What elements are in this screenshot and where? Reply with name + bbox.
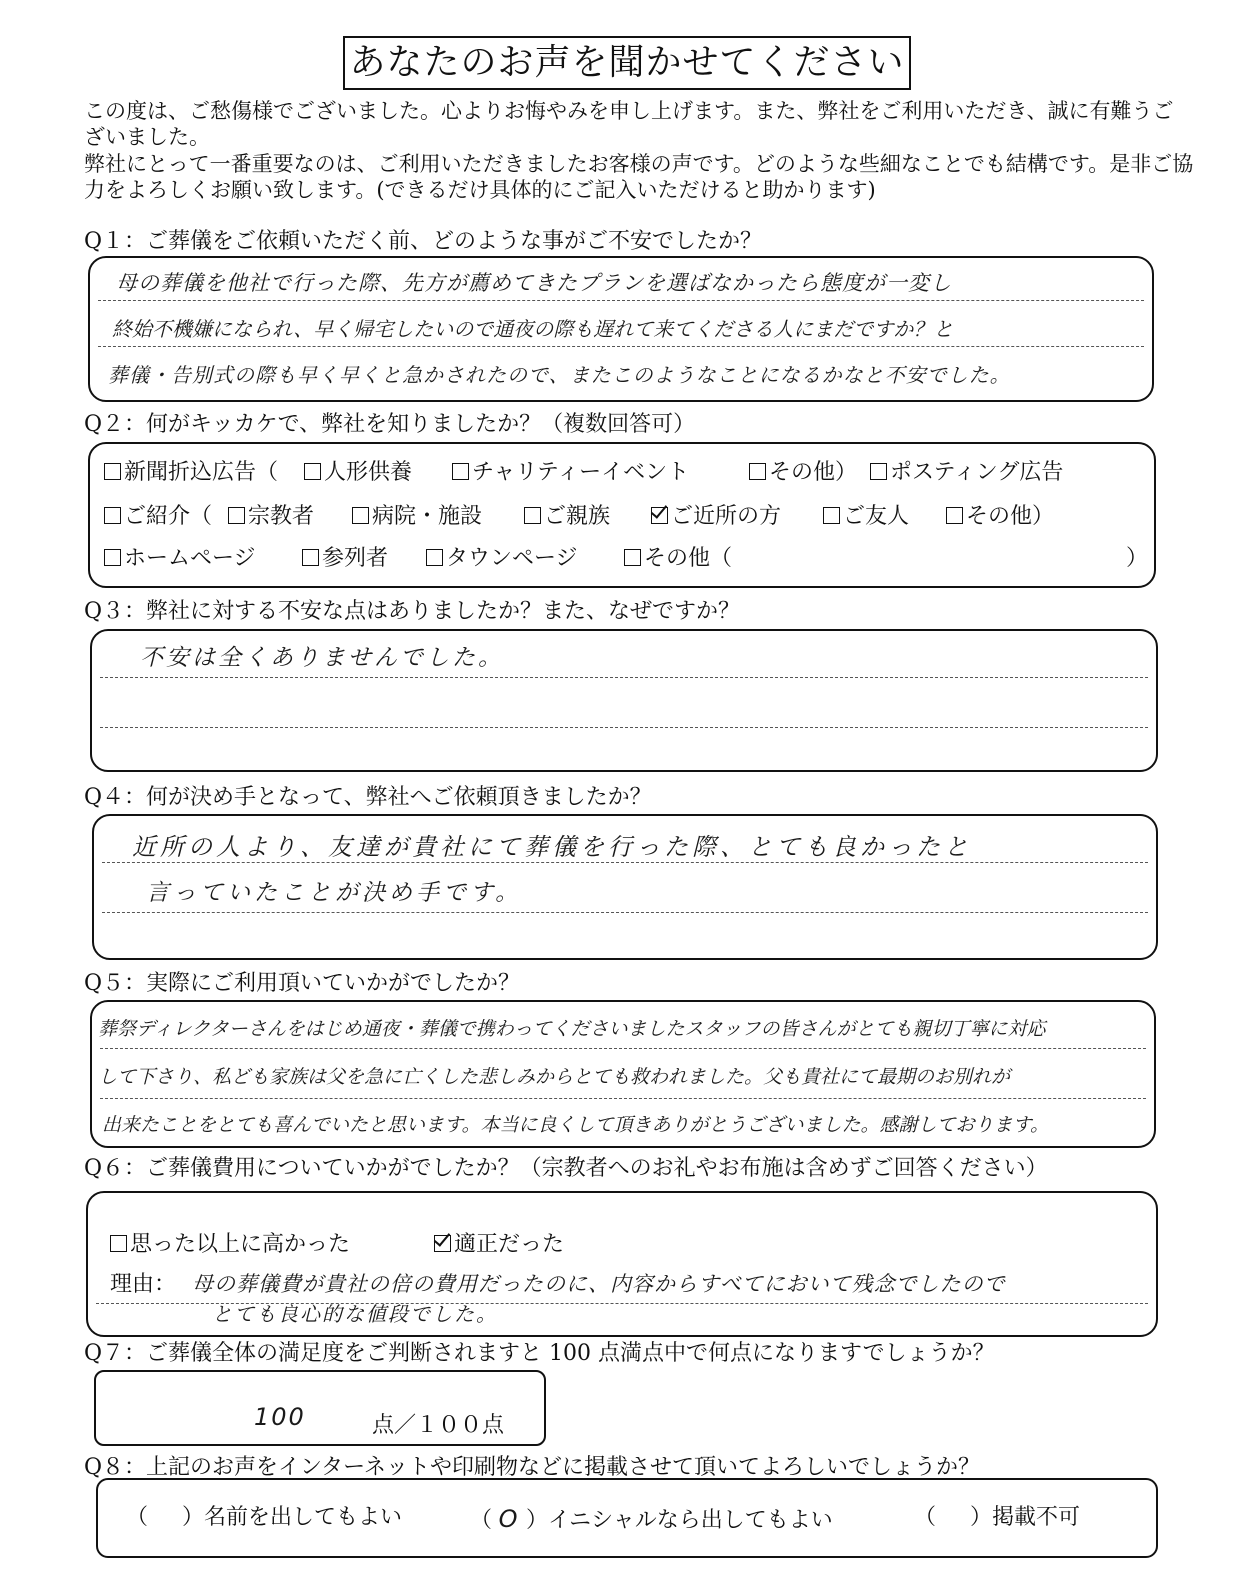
option-friends[interactable]: ご友人	[823, 503, 909, 531]
option-initials-ok[interactable]: （ O ）イニシャルなら出してもよい	[470, 1505, 833, 1533]
checkbox-checked[interactable]	[651, 507, 668, 524]
option-attendee[interactable]: 参列者	[302, 545, 388, 573]
q4-question: Q４：何が決め手となって、弊社へご依頼頂きましたか？	[84, 785, 652, 810]
paren-open: （	[126, 1505, 149, 1530]
handwritten-answer-line: 母の葬儀を他社で行った際、先方が薦めてきたプランを選ばなかったら態度が一変し	[116, 271, 952, 295]
checkbox[interactable]	[110, 1235, 127, 1252]
option-posting-ad[interactable]: ポスティング広告	[870, 459, 1063, 487]
paren-close: ）	[182, 1505, 205, 1530]
option-religious[interactable]: 宗教者	[228, 503, 314, 531]
handwritten-answer-line: 葬祭ディレクターさんをはじめ通夜・葬儀で携わってくださいましたスタッフの皆さんがとても親切丁寧に対応	[98, 1018, 1046, 1040]
intro-text	[84, 98, 1194, 204]
paren-open: （	[914, 1505, 937, 1530]
ruled-line	[98, 300, 1144, 301]
handwritten-answer-line: 葬儀・告別式の際も早く早くと急かされたので、またこのようなことになるかなと不安でした。	[108, 363, 1011, 387]
checkbox[interactable]	[823, 507, 840, 524]
ruled-line	[100, 1048, 1146, 1049]
handwritten-mark: O	[498, 1505, 520, 1533]
intro-paragraph: この度は、ご愁傷様でございました。心よりお悔やみを申し上げます。また、弊社をご利用いただき、誠に有難うございました。	[84, 99, 1174, 149]
option-not-publish[interactable]: （ ）掲載不可	[914, 1505, 1081, 1530]
checkbox[interactable]	[426, 549, 443, 566]
handwritten-reason-line: 母の葬儀費が貴社の倍の費用だったのに、内容からすべてにおいて残念でしたので	[192, 1272, 1006, 1296]
option-relatives[interactable]: ご親族	[524, 503, 610, 531]
q1-answer-box[interactable]	[88, 256, 1154, 402]
option-homepage[interactable]: ホームページ	[104, 545, 256, 573]
ruled-line	[100, 677, 1148, 678]
option-name-ok[interactable]: （ ）名前を出してもよい	[126, 1505, 403, 1530]
handwritten-answer-line: 終始不機嫌になられ、早く帰宅したいので通夜の際も遅れて来てくださる人にまだですか？と	[112, 317, 954, 341]
q6-question: Q６：ご葬儀費用についていかがでしたか？（宗教者へのお礼やお布施は含めずご回答ください）	[84, 1156, 1048, 1181]
q2-options-box	[88, 442, 1156, 588]
checkbox[interactable]	[870, 463, 887, 480]
q4-answer-box[interactable]	[92, 814, 1158, 960]
checkbox[interactable]	[104, 507, 121, 524]
checkbox[interactable]	[452, 463, 469, 480]
option-other-3-close: ）	[1126, 546, 1149, 571]
handwritten-answer-line: 近所の人より、友達が貴社にて葬儀を行った際、とても良かったと	[132, 833, 972, 861]
paren-open: （	[470, 1508, 493, 1533]
paren-close: ）	[526, 1508, 549, 1533]
q3-question: Q３：弊社に対する不安な点はありましたか？また、なぜですか？	[84, 599, 741, 624]
survey-title: あなたのお声を聞かせてください	[343, 36, 911, 90]
ruled-line	[98, 346, 1144, 347]
q2-question: Q２：何がキッカケで、弊社を知りましたか？（複数回答可）	[84, 412, 696, 437]
paren-close: ）	[970, 1505, 993, 1530]
option-other-1[interactable]: その他）	[749, 459, 857, 487]
checkbox[interactable]	[302, 549, 319, 566]
handwritten-answer-line: 不安は全くありませんでした。	[140, 645, 504, 671]
checkbox[interactable]	[104, 549, 121, 566]
handwritten-answer-line: 出来たことをとても喜んでいたと思います。本当に良くして頂きありがとうございました。感謝しております。	[102, 1114, 1049, 1136]
option-referral[interactable]: ご紹介（	[104, 503, 212, 531]
option-other-2[interactable]: その他）	[946, 503, 1054, 531]
checkbox[interactable]	[304, 463, 321, 480]
option-reasonable[interactable]: 適正だった	[434, 1231, 564, 1259]
handwritten-answer-line: して下さり、私ども家族は父を急に亡くした悲しみからとても救われました。父も貴社にて最期のお別れが	[98, 1066, 1011, 1088]
q7-question: Q７：ご葬儀全体の満足度をご判断されますと 100 点満点中で何点になりますでしょうか？	[84, 1341, 995, 1366]
ruled-line	[100, 1098, 1146, 1099]
q5-question: Q５：実際にご利用頂いていかがでしたか？	[84, 971, 521, 996]
checkbox[interactable]	[749, 463, 766, 480]
score-suffix: 点／１００点	[372, 1413, 505, 1438]
ruled-line	[102, 912, 1148, 913]
checkbox-checked[interactable]	[434, 1235, 451, 1252]
q5-answer-box[interactable]	[90, 1000, 1156, 1148]
handwritten-reason-line: とても良心的な値段でした。	[212, 1302, 498, 1326]
q3-answer-box[interactable]	[90, 629, 1158, 772]
checkbox[interactable]	[352, 507, 369, 524]
checkbox[interactable]	[946, 507, 963, 524]
option-hospital[interactable]: 病院・施設	[352, 503, 482, 531]
ruled-line	[102, 862, 1148, 863]
q7-score-box[interactable]	[94, 1370, 546, 1446]
q1-question: Q１：ご葬儀をご依頼いただく前、どのような事がご不安でしたか？	[84, 229, 763, 254]
q8-options-box	[96, 1478, 1158, 1558]
reason-label: 理由：	[110, 1272, 177, 1297]
option-other-3[interactable]: その他（	[624, 545, 732, 573]
q8-question: Q８：上記のお声をインターネットや印刷物などに掲載させて頂いてよろしいでしょうか？	[84, 1455, 981, 1480]
intro-paragraph: 弊社にとって一番重要なのは、ご利用いただきましたお客様の声です。どのような些細なことでも結構です。是非ご協力をよろしくお願い致します。(できるだけ具体的にご記入いただけると助かります)	[84, 152, 1194, 202]
option-newspaper[interactable]: 新聞折込広告（	[104, 459, 278, 487]
checkbox[interactable]	[624, 549, 641, 566]
option-townpage[interactable]: タウンページ	[426, 545, 578, 573]
checkbox[interactable]	[104, 463, 121, 480]
option-neighbors[interactable]: ご近所の方	[651, 503, 781, 531]
checkbox[interactable]	[228, 507, 245, 524]
checkbox[interactable]	[524, 507, 541, 524]
option-too-expensive[interactable]: 思った以上に高かった	[110, 1231, 350, 1259]
handwritten-score: 100	[254, 1403, 306, 1431]
option-charity-event[interactable]: チャリティーイベント	[452, 459, 689, 487]
q6-answer-box	[86, 1191, 1158, 1337]
ruled-line	[100, 727, 1148, 728]
option-doll-memorial[interactable]: 人形供養	[304, 459, 412, 487]
handwritten-answer-line: 言っていたことが決め手です。	[146, 880, 523, 906]
